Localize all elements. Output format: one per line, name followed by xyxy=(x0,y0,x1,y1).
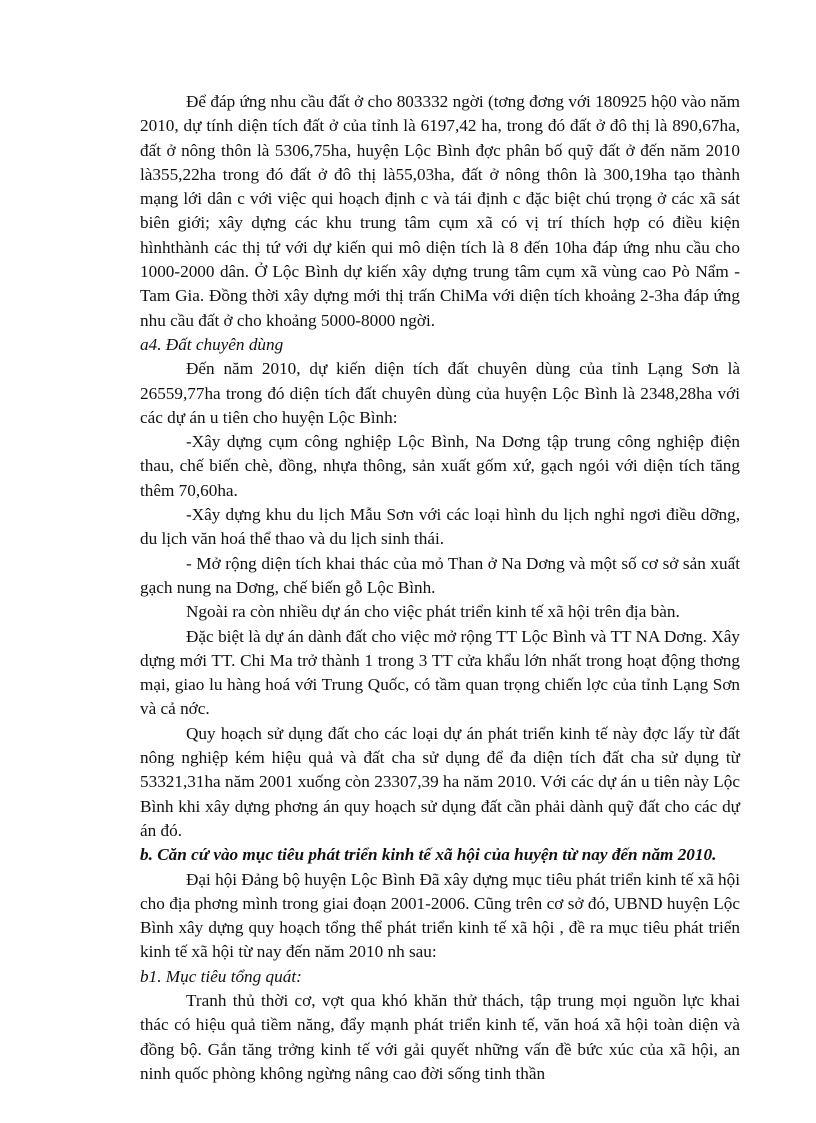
subheading-a4: a4. Đất chuyên dùng xyxy=(140,334,284,354)
paragraph-land-planning: Quy hoạch sử dụng đất cho các loại dự án phát triển kinh tế này đợc lấy từ đất nông nghiệp kém hiệu quả và đất cha sử dụng để đa diện tích đất cha sử dụng từ 53321,31ha năm 2001 xuống còn 23307,39 ha năm 2010. Với các dự án u tiên này Lộc Bình khi xây dựng phơng án quy hoạch sử dụng đất cần phải dành quỹ đất cho các dự án đó. xyxy=(140,723,740,840)
section-heading-b: b. Căn cứ vào mục tiêu phát triển kinh tế xã hội của huyện từ nay đến năm 2010. xyxy=(140,845,717,865)
list-item-tourism: -Xây dựng khu du lịch Mẫu Sơn với các loại hình du lịch nghỉ ngơi điều dỡng, du lịch văn hoá thể thao và du lịch sinh thái. xyxy=(140,505,740,549)
paragraph-specialized-land: Đến năm 2010, dự kiến diện tích đất chuyên dùng của tỉnh Lạng Sơn là 26559,77ha trong đó diện tích đất chuyên dùng của huyện Lộc Bình là 2348,28ha với các dự án u tiên cho huyện Lộc Bình: xyxy=(140,359,740,427)
list-item-mining: - Mở rộng diện tích khai thác của mỏ Than ở Na Dơng và một số cơ sở sản xuất gạch nung na Dơng, chế biến gỗ Lộc Bình. xyxy=(140,553,740,597)
document-page xyxy=(140,90,740,1086)
paragraph-town-expansion: Đặc biệt là dự án dành đất cho việc mở rộng TT Lộc Bình và TT NA Dơng. Xây dựng mới TT. Chi Ma trở thành 1 trong 3 TT cửa khẩu lớn nhất trong hoạt động thơng mại, giao lu hàng hoá với Trung Quốc, có tầm quan trọng chiến lợc của tỉnh Lạng Sơn và cả nớc. xyxy=(140,626,740,719)
paragraph-land-housing: Để đáp ứng nhu cầu đất ở cho 803332 ngời (tơng đơng với 180925 hộ0 vào năm 2010, dự tính diện tích đất ở của tỉnh là 6197,42 ha, trong đó đất ở đô thị là 890,67ha, đất ở nông thôn là 5306,75ha, huyện Lộc Bình đợc phân bố quỹ đất ở đến năm 2010 là355,22ha trong đó đất ở đô thị là55,03ha, đất ở nông thôn là 300,19ha tạo thành mạng lới dân c với việc qui hoạch định c và tái định c đặc biệt chú trọng ở các xã sát biên giới; xây dựng các khu trung tâm cụm xã có vị trí thích hợp có điều kiện hìnhthành các thị tứ với dự kiến qui mô diện tích là 8 đến 10ha đáp ứng nhu cầu cho 1000-2000 dân. Ở Lộc Bình dự kiến xây dựng trung tâm cụm xã vùng cao Pò Nẩm - Tam Gia. Đồng thời xây dựng mới thị trấn ChiMa với diện tích khoảng 2-3ha đáp ứng nhu cầu đất ở cho khoảng 5000-8000 ngời. xyxy=(140,92,740,330)
paragraph-party-congress: Đại hội Đảng bộ huyện Lộc Bình Đã xây dựng mục tiêu phát triển kinh tế xã hội cho địa phơng mình trong giai đoạn 2001-2006. Cũng trên cơ sở đó, UBND huyện Lộc Bình xây dựng quy hoạch tổng thể phát triển kinh tế xã hội , đề ra mục tiêu phát triển kinh tế xã hội từ nay đến năm 2010 nh sau: xyxy=(140,869,740,962)
paragraph-other-projects: Ngoài ra còn nhiều dự án cho việc phát triển kinh tế xã hội trên địa bàn. xyxy=(186,602,680,622)
paragraph-general-goal: Tranh thủ thời cơ, vợt qua khó khăn thử thách, tập trung mọi nguồn lực khai thác có hiệu quả tiềm năng, đẩy mạnh phát triển kinh tế, văn hoá xã hội toàn diện và đồng bộ. Gắn tăng trởng kinh tế với gải quyết những vấn đề bức xúc của xã hội, an ninh quốc phòng không ngừng nâng cao đời sống tinh thần xyxy=(140,990,740,1083)
subheading-b1: b1. Mục tiêu tổng quát: xyxy=(140,966,302,986)
list-item-industrial-cluster: -Xây dựng cụm công nghiệp Lộc Bình, Na Dơng tập trung công nghiệp điện thau, chế biến chè, đồng, nhựa thông, sản xuất gốm xứ, gạch ngói với diện tích tăng thêm 70,60ha. xyxy=(140,432,740,500)
